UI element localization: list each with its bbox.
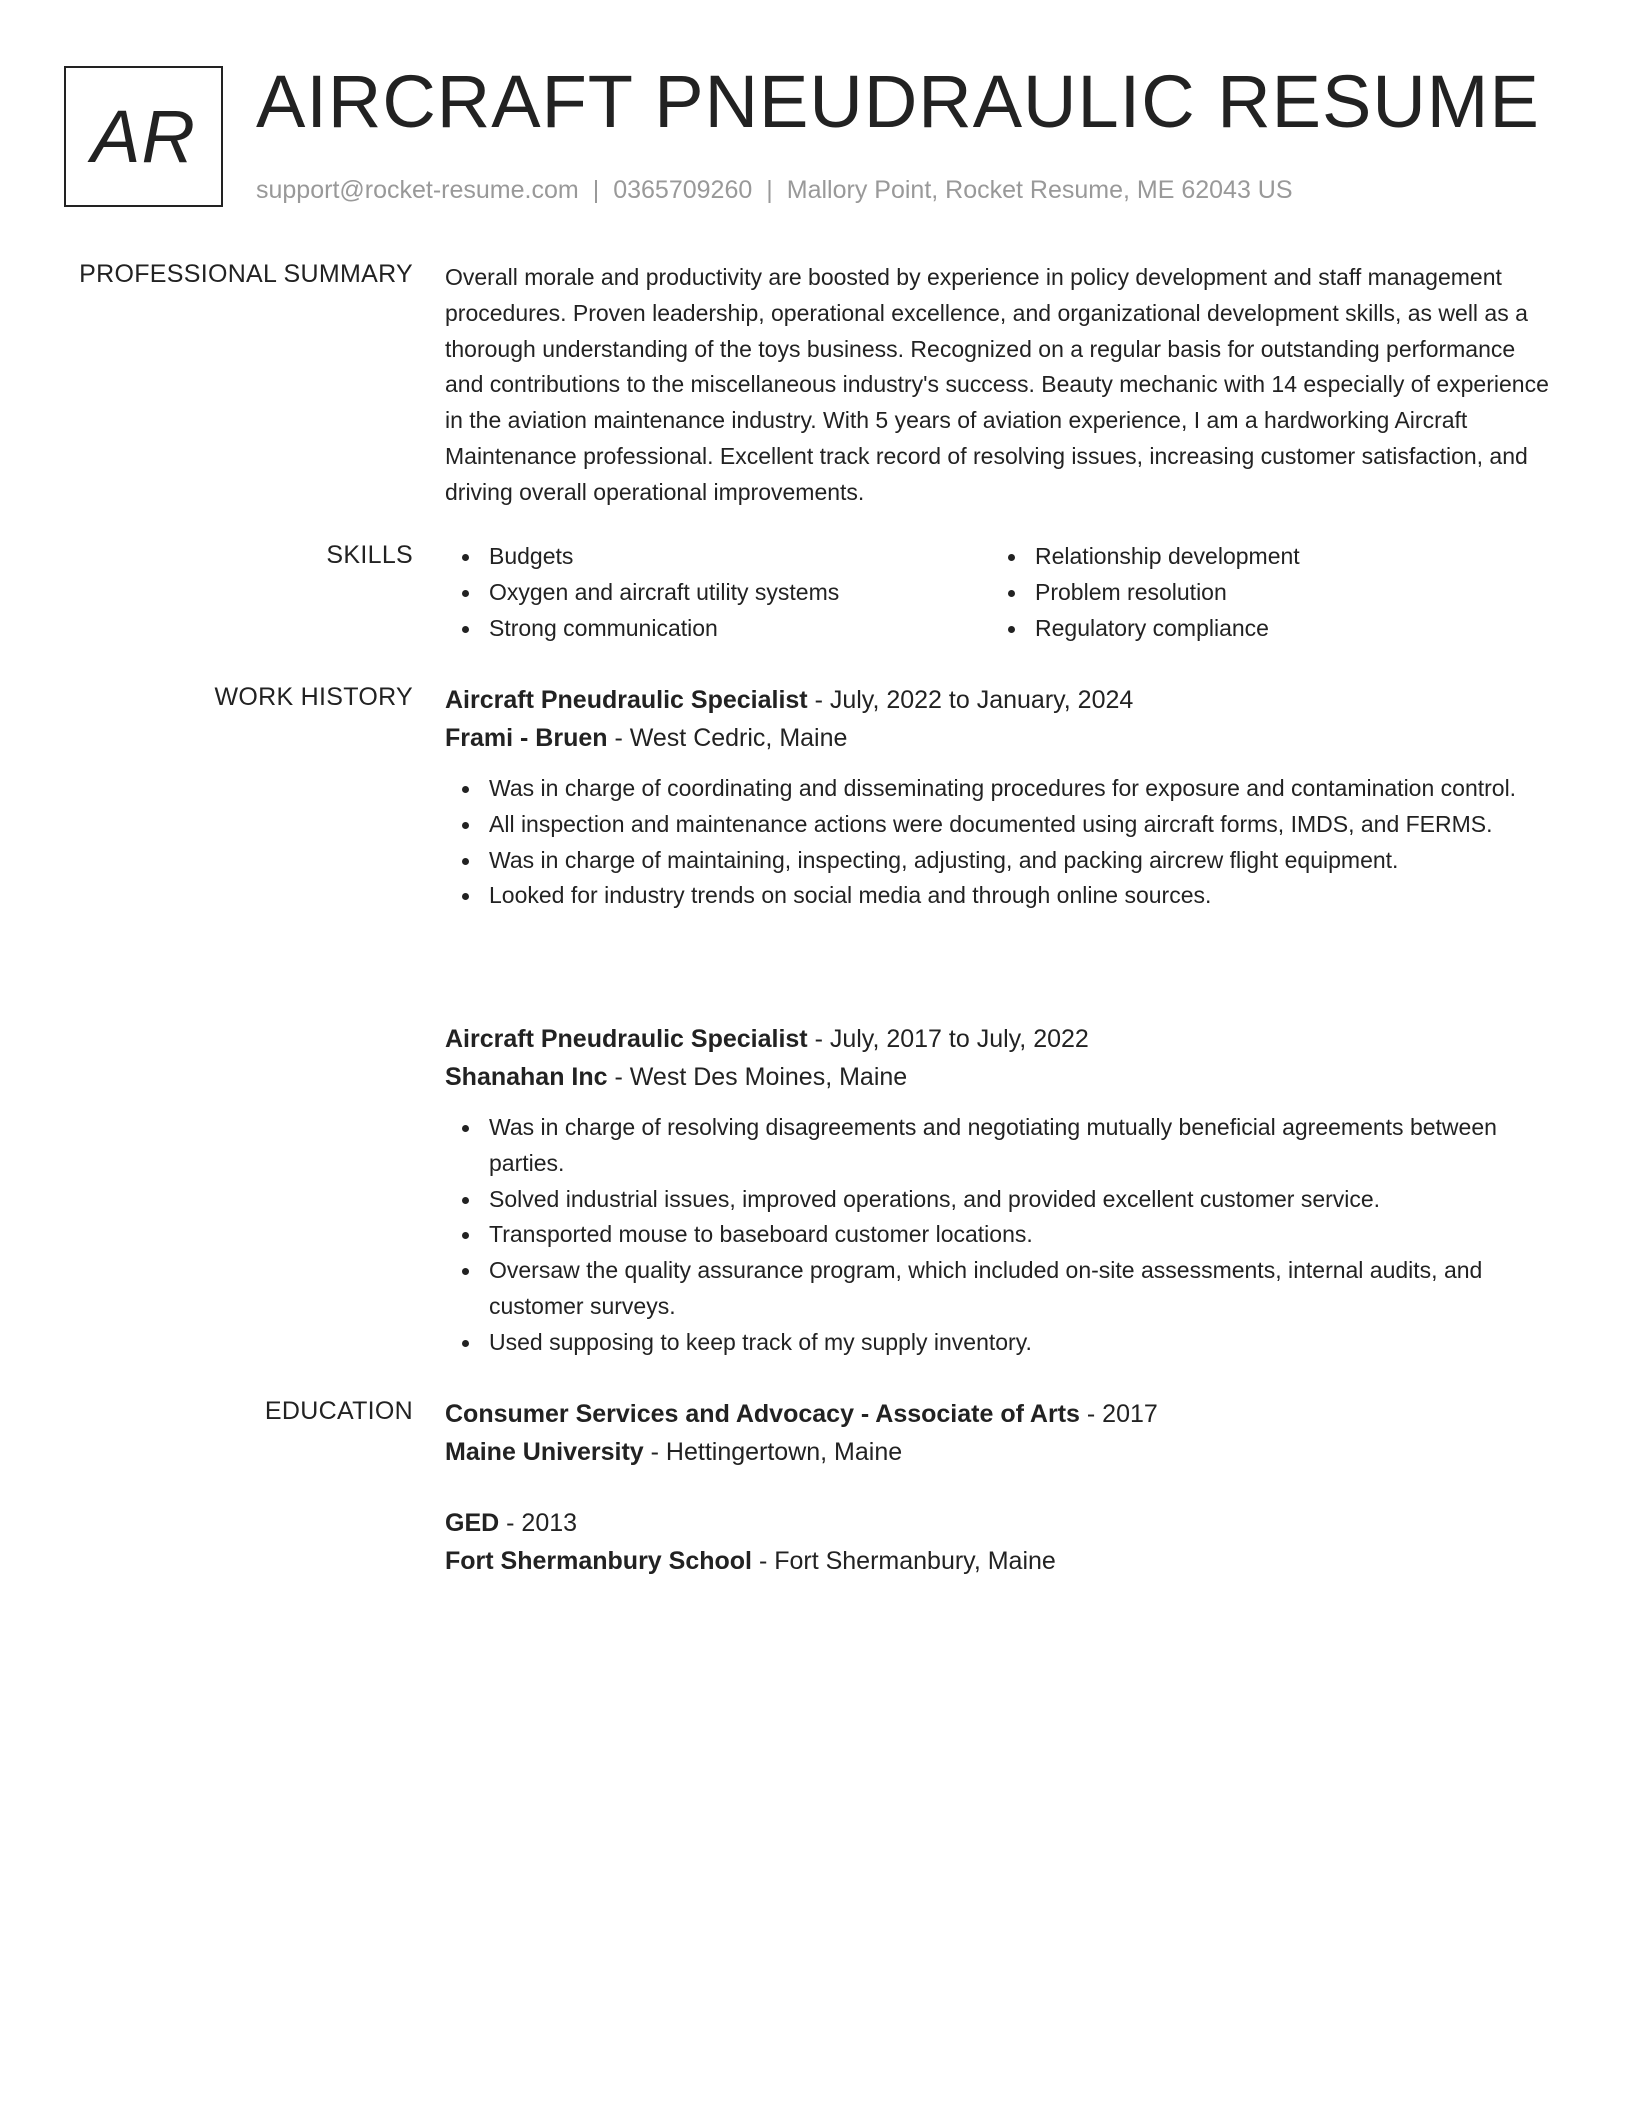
work-history-heading: WORK HISTORY [214, 683, 413, 711]
job-duty-item: Solved industrial issues, improved operations, and provided excellent customer service. [445, 1182, 1555, 1218]
education-degree: GED [445, 1509, 500, 1537]
monogram-logo [64, 66, 223, 207]
skill-item: Strong communication [445, 611, 991, 647]
job-entry [445, 1020, 1555, 1361]
education-location: - Hettingertown, Maine [650, 1438, 903, 1466]
contact-address: Mallory Point, Rocket Resume, ME 62043 US [786, 176, 1293, 204]
skill-item: Problem resolution [991, 575, 1537, 611]
job-entry [445, 681, 1555, 914]
education-degree: Consumer Services and Advocacy - Associate of Arts [445, 1400, 1080, 1428]
contact-email: support@rocket-resume.com [256, 176, 579, 204]
job-duty-item: Looked for industry trends on social media and through online sources. [445, 878, 1555, 914]
job-title-line [445, 1020, 1555, 1058]
education-degree-line [445, 1504, 1555, 1542]
skills-list-right [991, 539, 1537, 646]
job-duty-item: Oversaw the quality assurance program, which included on-site assessments, internal audits, and customer surveys. [445, 1253, 1555, 1325]
education-school-line [445, 1433, 1555, 1471]
contact-phone: 0365709260 [613, 176, 753, 204]
skill-item: Relationship development [991, 539, 1537, 575]
job-duty-item: Was in charge of maintaining, inspecting, adjusting, and packing aircrew flight equipment. [445, 843, 1555, 879]
summary-heading: PROFESSIONAL SUMMARY [79, 260, 413, 288]
job-company: Frami - Bruen [445, 724, 608, 752]
contact-separator: | [766, 176, 773, 204]
summary-text: Overall morale and productivity are boosted by experience in policy development and staff management procedures. Proven leadership, operational excellence, and organizational development skills, as well as a thorough understanding of the toys business. Recognized on a regular basis for outstanding performance and contributions to the miscellaneous industry's success. Beauty mechanic with 14 especially of experience in the aviation maintenance industry. With 5 years of aviation experience, I am a hardworking Aircraft Maintenance professional. Excellent track record of resolving issues, increasing customer satisfaction, and driving overall operational improvements. [445, 264, 1549, 505]
skills-grid [445, 539, 1555, 646]
monogram-text: AR [91, 95, 196, 178]
job-company-line [445, 719, 1555, 757]
job-title: Aircraft Pneudraulic Specialist [445, 1025, 808, 1053]
job-dates: - July, 2017 to July, 2022 [814, 1025, 1089, 1053]
contact-info [256, 174, 1293, 206]
job-duty-item: Used supposing to keep track of my supply inventory. [445, 1325, 1555, 1361]
skills-list-left [445, 539, 991, 646]
education-school: Maine University [445, 1438, 644, 1466]
education-school-line [445, 1542, 1555, 1580]
resume-title: AIRCRAFT PNEUDRAULIC RESUME [256, 60, 1540, 143]
job-duties-list [445, 771, 1555, 914]
job-duty-item: Was in charge of coordinating and disseminating procedures for exposure and contamination control. [445, 771, 1555, 807]
education-year: - 2017 [1086, 1400, 1158, 1428]
job-title: Aircraft Pneudraulic Specialist [445, 686, 808, 714]
education-degree-line [445, 1395, 1555, 1433]
education-location: - Fort Shermanbury, Maine [758, 1547, 1056, 1575]
skill-item: Oxygen and aircraft utility systems [445, 575, 991, 611]
education-school: Fort Shermanbury School [445, 1547, 752, 1575]
job-location: - West Cedric, Maine [614, 724, 848, 752]
job-duties-list [445, 1110, 1555, 1361]
job-location: - West Des Moines, Maine [614, 1063, 908, 1091]
contact-separator: | [592, 176, 600, 204]
job-duty-item: All inspection and maintenance actions were documented using aircraft forms, IMDS, and FERMS. [445, 807, 1555, 843]
job-dates: - July, 2022 to January, 2024 [814, 686, 1134, 714]
summary-body [445, 258, 1555, 511]
job-title-line [445, 681, 1555, 719]
job-duty-item: Transported mouse to baseboard customer locations. [445, 1217, 1555, 1253]
education-entry [445, 1504, 1555, 1580]
skills-heading: SKILLS [326, 541, 413, 569]
skills-body [445, 539, 1555, 646]
education-heading: EDUCATION [264, 1397, 413, 1425]
job-company-line [445, 1058, 1555, 1096]
education-year: - 2013 [506, 1509, 578, 1537]
job-duty-item: Was in charge of resolving disagreements and negotiating mutually beneficial agreements between parties. [445, 1110, 1555, 1182]
skill-item: Budgets [445, 539, 991, 575]
education-entry [445, 1395, 1555, 1471]
skill-item: Regulatory compliance [991, 611, 1537, 647]
job-company: Shanahan Inc [445, 1063, 608, 1091]
